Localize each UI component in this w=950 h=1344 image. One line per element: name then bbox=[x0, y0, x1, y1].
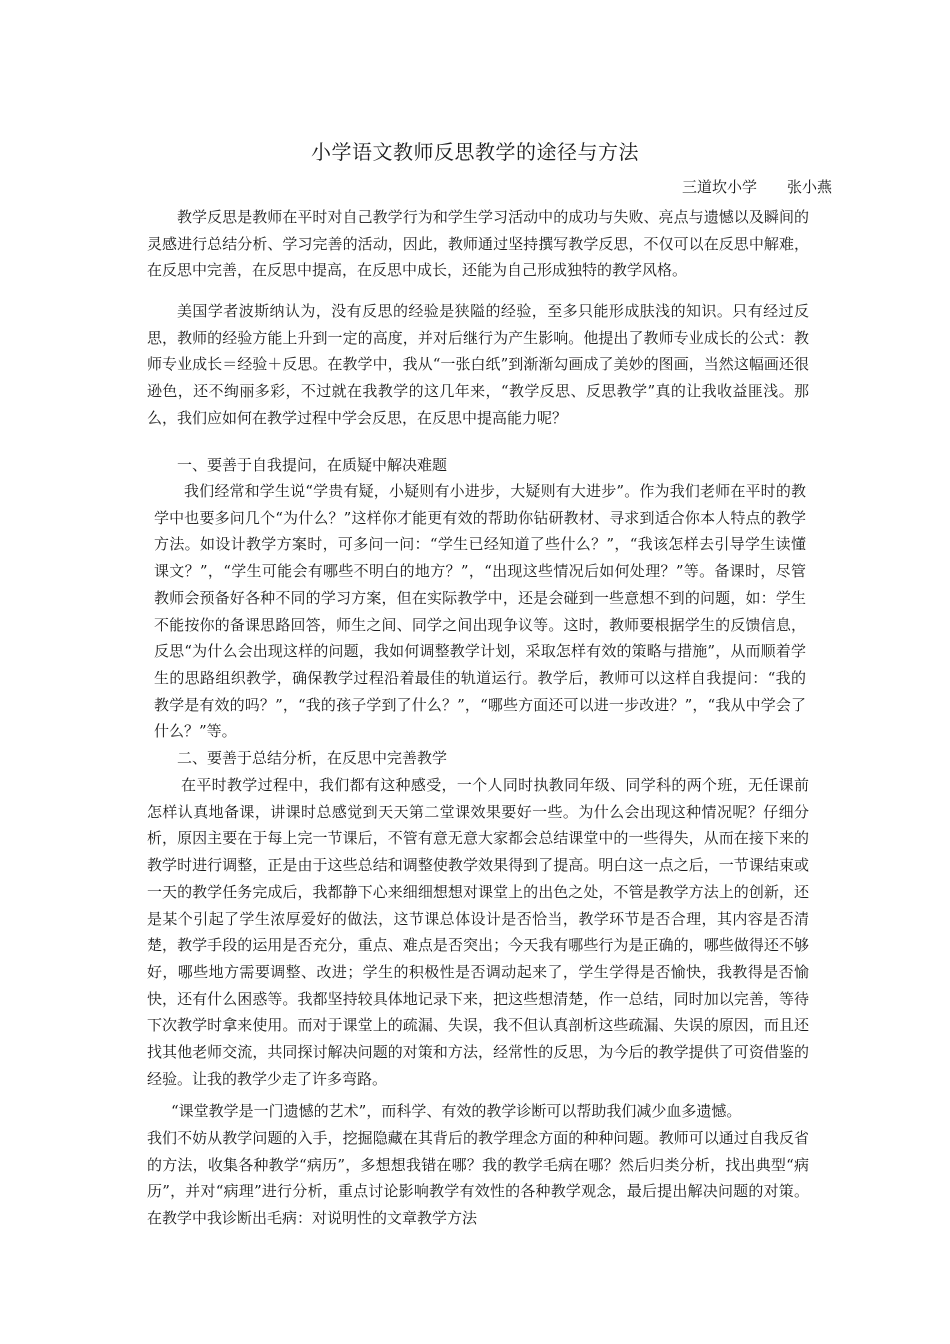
intro-paragraph-2: 美国学者波斯纳认为，没有反思的经验是狭隘的经验，至多只能形成肤浅的知识。只有经过反思，教师的经验方能上升到一定的高度，并对后继行为产生影响。他提出了教师专业成长的公式：教师专业成长＝经验＋反思。在教学中，我从“一张白纸”到渐渐勾画成了美妙的图画，当然这幅画还很逊色，还不绚丽多彩，不过就在我教学的这几年来，“教学反思、反思教学”真的让我收益匪浅。那么，我们应如何在教学过程中学会反思，在反思中提高能力呢？ bbox=[147, 302, 809, 427]
intro-paragraph-1: 教学反思是教师在平时对自己教学行为和学生学习活动中的成功与失败、亮点与遗憾以及瞬间的灵感进行总结分析、学习完善的活动，因此，教师通过坚持撰写教学反思，不仅可以在反思中解难，在反思中完善，在反思中提高，在反思中成长，还能为自己形成独特的教学风格。 bbox=[147, 208, 809, 280]
section-2-paragraph-3: 我们不妨从教学问题的入手，挖掘隐藏在其背后的教学理念方面的种种问题。教师可以通过自我反省的方法，收集各种教学“病历”，多想想我错在哪？我的教学毛病在哪？然后归类分析，找出典型“病历”，并对“病理”进行分析，重点讨论影响教学有效性的各种教学观念，最后提出解决问题的对策。在教学中我诊断出毛病：对说明性的文章教学方法 bbox=[147, 1129, 809, 1228]
section-heading-1: 一、要善于自我提问，在质疑中解决难题 bbox=[177, 456, 448, 474]
section-1-paragraph: 我们经常和学生说“学贵有疑，小疑则有小进步，大疑则有大进步”。作为我们老师在平时的教学中也要多问几个“为什么？”这样你才能更有效的帮助你钻研教材、寻求到适合你本人特点的教学方法。如设计教学方案时，可多问一问：“学生已经知道了些什么？”，“我该怎样去引导学生读懂课文？”，“学生可能会有哪些不明白的地方？”，“出现这些情况后如何处理？”等。备课时，尽管教师会预备好各种不同的学习方案，但在实际教学中，还是会碰到一些意想不到的问题，如：学生不能按你的备课思路回答，师生之间、同学之间出现争议等。这时，教师要根据学生的反馈信息，反思“为什么会出现这样的问题，我如何调整教学计划，采取怎样有效的策略与措施”，从而顺着学生的思路组织教学，确保教学过程沿着最佳的轨道运行。教学后，教师可以这样自我提问：“我的教学是有效的吗？”，“我的孩子学到了什么？”，“哪些方面还可以进一步改进？”，“我从中学会了什么？”等。 bbox=[154, 482, 806, 741]
document-title: 小学语文教师反思教学的途径与方法 bbox=[311, 140, 639, 164]
section-2-paragraph-1: 在平时教学过程中，我们都有这种感受，一个人同时执教同年级、同学科的两个班，无任课前怎样认真地备课，讲课时总感觉到天天第二堂课效果要好一些。为什么会出现这种情况呢？仔细分析，原因主要在于每上完一节课后，不管有意无意大家都会总结课堂中的一些得失，从而在接下来的教学时进行调整，正是由于这些总结和调整使教学效果得到了提高。明白这一点之后，一节课结束或一天的教学任务完成后，我都静下心来细细想想对课堂上的出色之处，不管是教学方法上的创新，还是某个引起了学生浓厚爱好的做法，这节课总体设计是否恰当，教学环节是否合理，其内容是否清楚，教学手段的运用是否充分，重点、难点是否突出；今天我有哪些行为是正确的，哪些做得还不够好，哪些地方需要调整、改进；学生的积极性是否调动起来了，学生学得是否愉快，我教得是否愉快，还有什么困惑等。我都坚持较具体地记录下来，把这些想清楚，作一总结，同时加以完善，等待下次教学时拿来使用。而对于课堂上的疏漏、失误，我不但认真剖析这些疏漏、失误的原因，而且还找其他老师交流，共同探讨解决问题的对策和方法，经常性的反思，为今后的教学提供了可资借鉴的经验。让我的教学少走了许多弯路。 bbox=[147, 776, 809, 1088]
section-2-paragraph-2: “课堂教学是一门遗憾的艺术”，而科学、有效的教学诊断可以帮助我们减少血多遗憾。 bbox=[171, 1102, 742, 1120]
author-line: 三道坎小学 张小燕 bbox=[681, 178, 832, 196]
section-heading-2: 二、要善于总结分析，在反思中完善教学 bbox=[177, 749, 448, 767]
